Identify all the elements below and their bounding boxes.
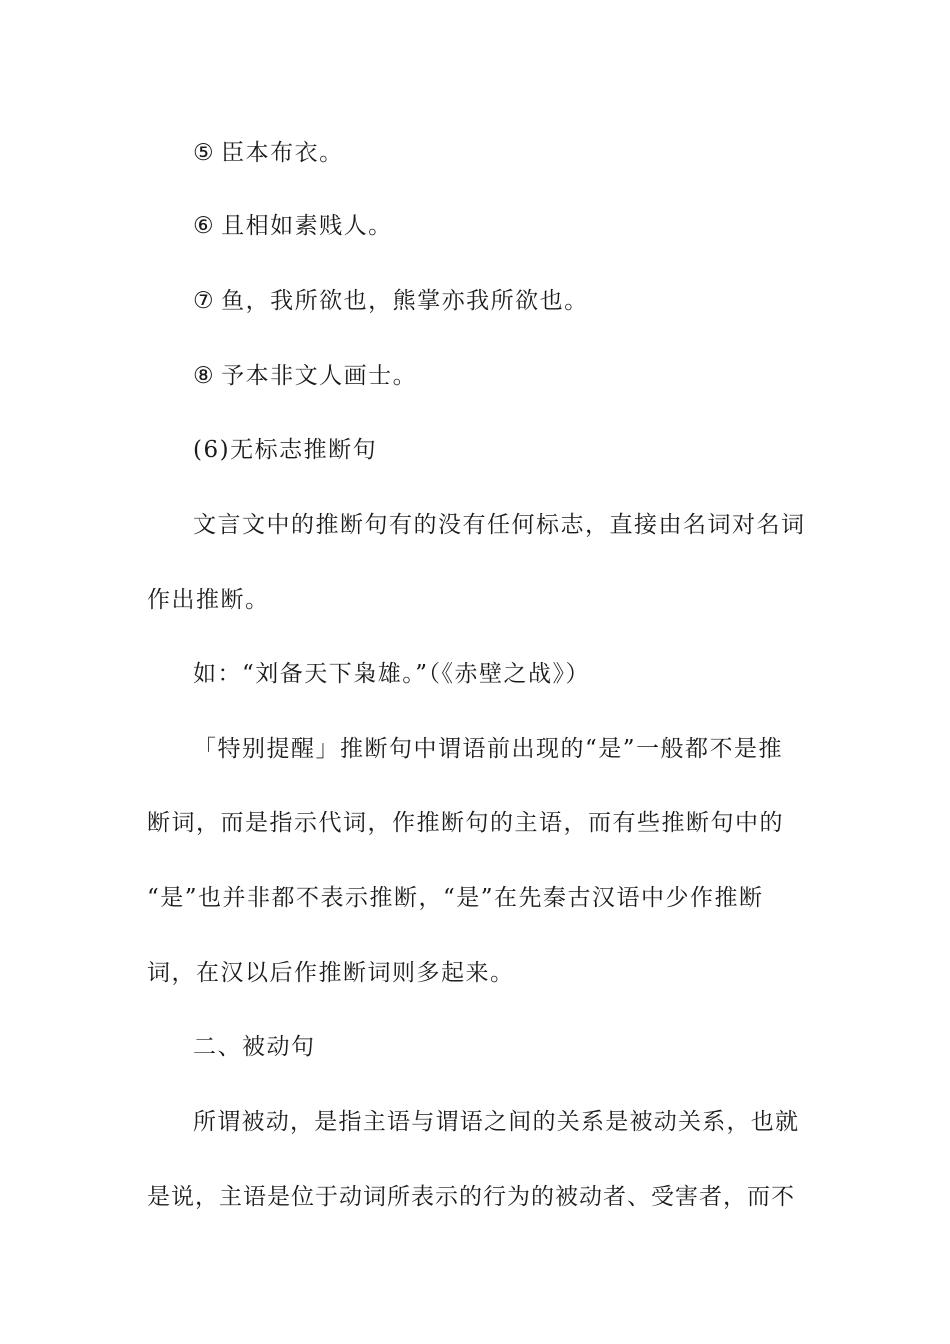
note-line: 词，在汉以后作推断词则多起来。 — [147, 960, 515, 986]
example-item-6 — [193, 211, 393, 241]
note-line: 「特别提醒」推断句中谓语前出现的“是”一般都不是推 — [193, 736, 784, 762]
section-heading-2: 二、被动句 — [193, 1034, 316, 1060]
paragraph-line — [193, 510, 806, 540]
note-line: 断词，而是指示代词，作推断句的主语，而有些推断句中的 — [147, 810, 784, 836]
paragraph-text: 文言文中的推断句有的没有任何标志，直接由名词对名词 — [193, 512, 806, 538]
example-quote: 如：“刘备天下枭雄。”（《赤壁之战》） — [193, 661, 591, 687]
example-text: 予本非文人画士。 — [221, 363, 418, 389]
example-item-5 — [193, 138, 344, 168]
section-heading-6: (6)无标志推断句 — [193, 437, 378, 463]
example-text: 且相如素贱人。 — [221, 213, 393, 239]
example-text: 鱼，我所欲也，熊掌亦我所欲也。 — [221, 288, 589, 314]
item-number: ⑥ — [193, 213, 216, 239]
paragraph-line: 作出推断。 — [147, 587, 270, 613]
example-text: 臣本布衣。 — [221, 140, 344, 166]
paragraph-line: 是说，主语是位于动词所表示的行为的被动者、受害者，而不 — [147, 1184, 795, 1210]
item-number: ⑤ — [193, 140, 216, 166]
item-number: ⑧ — [193, 363, 216, 389]
example-item-7 — [193, 286, 589, 316]
paragraph-line: 所谓被动，是指主语与谓语之间的关系是被动关系，也就 — [193, 1109, 800, 1135]
example-item-8 — [193, 361, 417, 391]
note-line: “是”也并非都不表示推断，“是”在先秦古汉语中少作推断 — [147, 885, 764, 911]
item-number: ⑦ — [193, 288, 216, 314]
